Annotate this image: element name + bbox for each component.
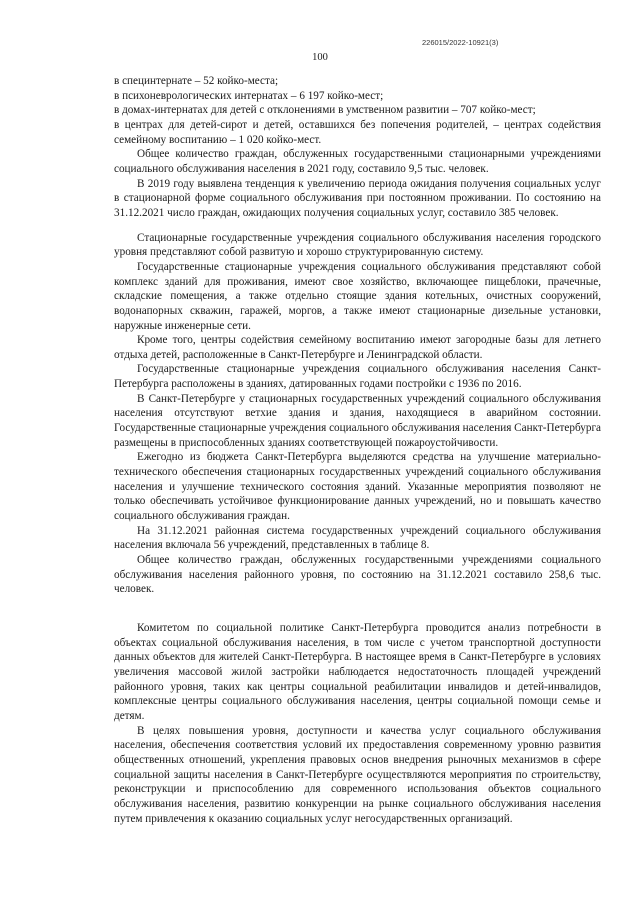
paragraph: в домах-интернатах для детей с отклонениями в умственном развитии – 707 койко-мест; (114, 104, 536, 117)
paragraph: Общее количество граждан, обслуженных государственными учреждениями социального обслуживания населения районного уровня, по состоянию на 31.12.2021 составило 258,6 тыс. человек. (114, 554, 601, 596)
paragraph: Стационарные государственные учреждения социального обслуживания населения городского уровня представляют собой развитую и хорошо структурированную систему. (114, 231, 601, 259)
paragraph: Ежегодно из бюджета Санкт-Петербурга выделяются средства на улучшение материально-технического обеспечения стационарных государственных учреждений социального обслуживания населения и улучшение технического состояния зданий. Указанные мероприятия позволяют не только обеспечивать устойчивое функционирование данных учреждений, но и повышать качество социального обслуживания граждан. (114, 451, 601, 523)
paragraph: Общее количество граждан, обслуженных государственными стационарными учреждениями социального обслуживания населения в 2021 году, составило 9,5 тыс. человек. (114, 148, 601, 175)
paragraph: в специнтернате – 52 койко-места; (114, 75, 279, 87)
page-number: 100 (312, 52, 328, 63)
paragraph: В Санкт-Петербурге у стационарных государственных учреждений социального обслуживания населения отсутствуют ветхие здания и здания, находящиеся в аварийном состоянии. Государственные стационарные учреждения социального обслуживания населения Санкт-Петербурга размещены в приспособленных зданиях соответствующей пожароустойчивости. (114, 392, 601, 449)
paragraph: в центрах для детей-сирот и детей, оставшихся без попечения родителей, – центрах содействия семейному воспитанию – 1 020 койко-мест. (114, 118, 601, 146)
paragraph: В целях повышения уровня, доступности и качества услуг социального обслуживания населения, обеспечения соответствия условий их предоставления современному уровню развития общественных отношений, укрепления правовых основ внедрения рыночных механизмов в сфере социальной защиты населения в Санкт-Петербурге осуществляются мероприятия по строительству, реконструкции и приспособлению для современного использования объектов социального обслуживания населения, развитию конкуренции на рынке социального обслуживания населения путем привлечения к оказанию социальных услуг негосударственных организаций. (114, 724, 601, 825)
paragraph: Кроме того, центры содействия семейному воспитанию имеют загородные базы для летнего отдыха детей, расположенные в Санкт-Петербурге и Ленинградской области. (114, 334, 601, 361)
body-text (114, 74, 601, 826)
paragraph: Комитетом по социальной политике Санкт-Петербурга проводится анализ потребности в объектах социальной обслуживания населения, в том числе с учетом транспортной доступности данных объектов для жителей Санкт-Петербурга. В настоящее время в Санкт-Петербурге в условиях увеличения массовой жилой застройки наблюдается недостаточность площадей учреждений районного уровня, таких как центры социальной реабилитации инвалидов и детей-инвалидов, комплексные центры социального обслуживания населения, центры социальной помощи семье и детям. (114, 621, 601, 722)
paragraph: в психоневрологических интернатах – 6 197 койко-мест; (114, 89, 384, 102)
paragraph: Государственные стационарные учреждения социального обслуживания представляют собой комплекс зданий для проживания, имеют свое хозяйство, включающее пищеблоки, прачечные, складские помещения, а также отдельно стоящие здания котельных, очистных сооружений, водонапорных скважин, гаражей, моргов, а также имеют стационарные дизельные установки, наружные инженерные сети. (114, 260, 601, 332)
paragraph: На 31.12.2021 районная система государственных учреждений социального обслуживания населения включала 56 учреждений, представленных в таблице 8. (114, 524, 601, 552)
paragraph: Государственные стационарные учреждения социального обслуживания населения Санкт-Петербурга расположены в зданиях, датированных годами постройки с 1936 по 2016. (114, 363, 601, 391)
document-number: 226015/2022-10921(3) (422, 38, 499, 47)
paragraph: В 2019 году выявлена тенденция к увеличению периода ожидания получения социальных услуг в стационарной форме социального обслуживания при постоянном проживании. По состоянию на 31.12.2021 число граждан, ожидающих получения социальных услуг, составило 385 человек. (114, 177, 601, 219)
